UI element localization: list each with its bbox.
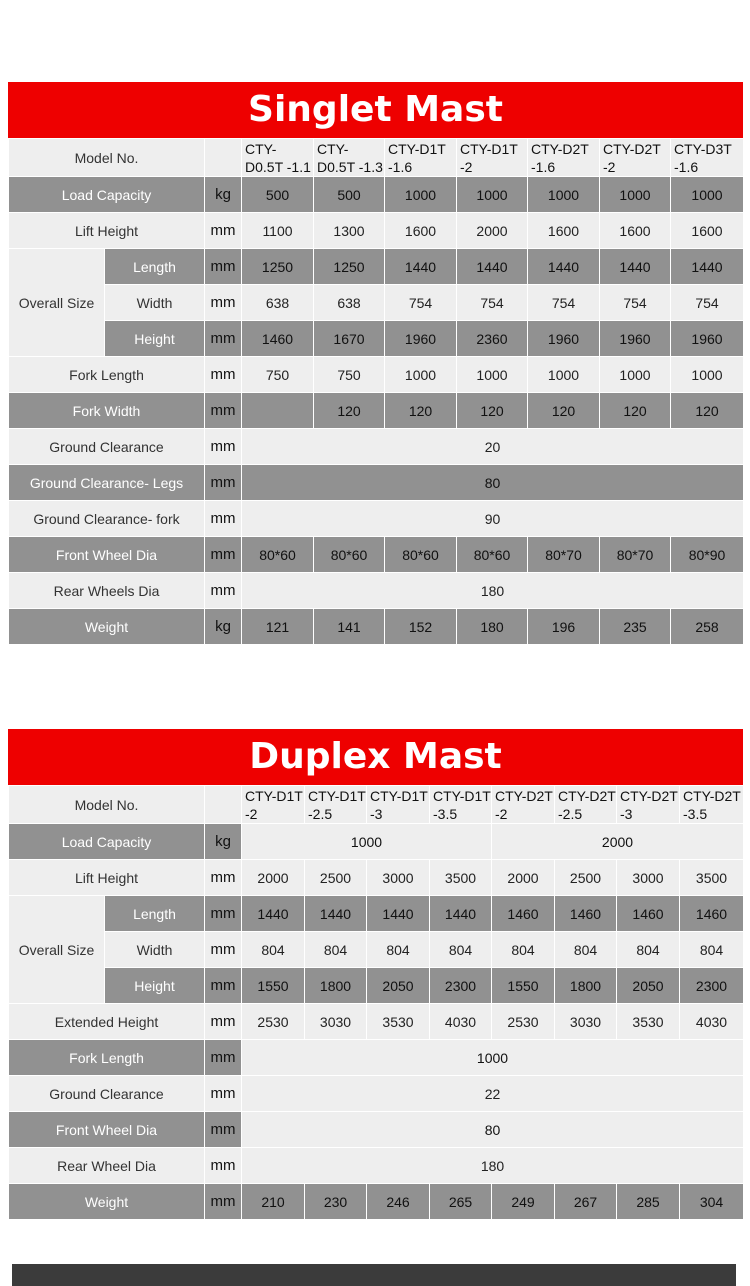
table-row [9, 1148, 744, 1184]
value-cell: 3030 [555, 1004, 617, 1040]
singlet-mast-spec-table [8, 138, 744, 645]
value-cell: 249 [492, 1184, 555, 1220]
table-row [9, 1040, 744, 1076]
value-cell: 80*60 [242, 537, 314, 573]
model-cell: CTY-D2T -2 [492, 786, 555, 824]
value-cell: 2050 [617, 968, 680, 1004]
value-cell: 1800 [305, 968, 367, 1004]
value-cell: 80*60 [457, 537, 528, 573]
table-row [9, 1004, 744, 1040]
unit-cell: mm [205, 896, 242, 932]
value-cell: 500 [242, 177, 314, 213]
unit-cell: mm [205, 573, 242, 609]
value-cell: 754 [671, 285, 744, 321]
value-cell: 2000 [492, 860, 555, 896]
table-row [9, 932, 744, 968]
value-cell: 1960 [600, 321, 671, 357]
value-cell: 80*60 [385, 537, 457, 573]
value-cell: 2530 [492, 1004, 555, 1040]
value-cell: 754 [600, 285, 671, 321]
unit-cell: mm [205, 1148, 242, 1184]
row-label: Ground Clearance- fork [9, 501, 205, 537]
table-row [9, 429, 744, 465]
value-cell: 804 [617, 932, 680, 968]
value-cell: 1440 [305, 896, 367, 932]
row-label: Extended Height [9, 1004, 205, 1040]
table-row [9, 896, 744, 932]
value-cell: 804 [492, 932, 555, 968]
value-cell: 1000 [671, 357, 744, 393]
value-cell: 20 [242, 429, 744, 465]
table-row [9, 786, 744, 824]
value-cell: 750 [314, 357, 385, 393]
value-cell: 1440 [600, 249, 671, 285]
unit-cell: mm [205, 357, 242, 393]
table-row [9, 824, 744, 860]
value-cell: 1460 [617, 896, 680, 932]
value-cell: 120 [457, 393, 528, 429]
value-cell: 1440 [457, 249, 528, 285]
value-cell: 1600 [600, 213, 671, 249]
value-cell: 1000 [385, 177, 457, 213]
value-cell: 141 [314, 609, 385, 645]
row-label: Fork Length [9, 1040, 205, 1076]
table-row [9, 357, 744, 393]
value-cell: 22 [242, 1076, 744, 1112]
unit-cell: mm [205, 968, 242, 1004]
value-cell: 1600 [528, 213, 600, 249]
value-cell: 80 [242, 1112, 744, 1148]
model-cell: CTY-D1T -2.5 [305, 786, 367, 824]
value-cell: 120 [671, 393, 744, 429]
table-row [9, 537, 744, 573]
value-cell: 267 [555, 1184, 617, 1220]
model-cell: CTY-D1T -2 [457, 139, 528, 177]
table-row [9, 177, 744, 213]
unit-cell: mm [205, 285, 242, 321]
value-cell: 180 [242, 573, 744, 609]
value-cell: 120 [385, 393, 457, 429]
value-cell: 1550 [242, 968, 305, 1004]
value-cell: 90 [242, 501, 744, 537]
value-cell: 754 [528, 285, 600, 321]
model-cell: CTY-D1T -3.5 [430, 786, 492, 824]
value-cell: 196 [528, 609, 600, 645]
unit-cell: mm [205, 1040, 242, 1076]
value-cell: 1460 [680, 896, 744, 932]
value-cell: 638 [242, 285, 314, 321]
row-label: Lift Height [9, 860, 205, 896]
row-label: Weight [9, 609, 205, 645]
model-cell: CTY-D1T -3 [367, 786, 430, 824]
unit-cell: kg [205, 177, 242, 213]
value-cell: 2360 [457, 321, 528, 357]
value-cell: 1960 [385, 321, 457, 357]
model-cell: CTY-D0.5T -1.1 [242, 139, 314, 177]
value-cell: 1440 [367, 896, 430, 932]
value-cell: 754 [385, 285, 457, 321]
model-cell: CTY-D2T -1.6 [528, 139, 600, 177]
value-cell: 750 [242, 357, 314, 393]
value-cell: 120 [600, 393, 671, 429]
value-cell: 285 [617, 1184, 680, 1220]
value-cell: 1250 [242, 249, 314, 285]
value-cell: 500 [314, 177, 385, 213]
value-cell: 4030 [680, 1004, 744, 1040]
row-label: Width [105, 932, 205, 968]
table-row [9, 573, 744, 609]
value-cell: 3530 [617, 1004, 680, 1040]
unit-cell: kg [205, 609, 242, 645]
value-cell: 1550 [492, 968, 555, 1004]
value-cell: 804 [430, 932, 492, 968]
value-cell: 3000 [367, 860, 430, 896]
value-cell: 121 [242, 609, 314, 645]
footer-bar [12, 1264, 736, 1286]
value-cell: 265 [430, 1184, 492, 1220]
model-cell: CTY-D2T -3 [617, 786, 680, 824]
value-cell: 304 [680, 1184, 744, 1220]
value-cell: 1000 [600, 177, 671, 213]
value-cell: 1460 [492, 896, 555, 932]
value-cell: 1000 [528, 177, 600, 213]
value-cell: 2500 [555, 860, 617, 896]
model-cell: CTY-D3T -1.6 [671, 139, 744, 177]
table-row [9, 213, 744, 249]
value-cell: 152 [385, 609, 457, 645]
model-cell: CTY-D1T -1.6 [385, 139, 457, 177]
value-cell: 1960 [671, 321, 744, 357]
row-label: Weight [9, 1184, 205, 1220]
duplex-mast-spec-table [8, 785, 744, 1220]
value-cell: 754 [457, 285, 528, 321]
value-cell: 2000 [457, 213, 528, 249]
table-row [9, 321, 744, 357]
row-label: Lift Height [9, 213, 205, 249]
row-label: Width [105, 285, 205, 321]
value-cell: 258 [671, 609, 744, 645]
value-cell: 120 [528, 393, 600, 429]
unit-cell: mm [205, 465, 242, 501]
value-cell: 1600 [385, 213, 457, 249]
model-cell: CTY-D2T -3.5 [680, 786, 744, 824]
value-cell: 804 [367, 932, 430, 968]
value-cell: 2300 [680, 968, 744, 1004]
unit-cell: mm [205, 1076, 242, 1112]
value-cell: 1440 [528, 249, 600, 285]
value-cell: 1600 [671, 213, 744, 249]
row-label: Height [105, 321, 205, 357]
value-cell: 80*70 [528, 537, 600, 573]
row-label: Length [105, 249, 205, 285]
model-cell: CTY-D2T -2 [600, 139, 671, 177]
unit-cell: mm [205, 1184, 242, 1220]
value-cell: 230 [305, 1184, 367, 1220]
row-label: Ground Clearance- Legs [9, 465, 205, 501]
table-row [9, 465, 744, 501]
value-cell: 1300 [314, 213, 385, 249]
unit-cell [205, 786, 242, 824]
unit-cell [205, 139, 242, 177]
table-row [9, 249, 744, 285]
value-cell: 1440 [671, 249, 744, 285]
value-cell: 1000 [457, 177, 528, 213]
value-cell: 3500 [680, 860, 744, 896]
row-label: Front Wheel Dia [9, 537, 205, 573]
value-cell: 804 [555, 932, 617, 968]
value-cell: 1000 [457, 357, 528, 393]
table-row [9, 501, 744, 537]
model-cell: CTY-D2T -2.5 [555, 786, 617, 824]
row-label: Rear Wheel Dia [9, 1148, 205, 1184]
value-cell: 2530 [242, 1004, 305, 1040]
value-cell: 3000 [617, 860, 680, 896]
value-cell: 180 [457, 609, 528, 645]
value-cell: 1440 [242, 896, 305, 932]
unit-cell: mm [205, 249, 242, 285]
value-cell: 1000 [671, 177, 744, 213]
row-label: Fork Width [9, 393, 205, 429]
value-cell: 2000 [242, 860, 305, 896]
value-cell: 80*60 [314, 537, 385, 573]
unit-cell: kg [205, 824, 242, 860]
value-cell: 120 [314, 393, 385, 429]
duplex-mast-title: Duplex Mast [8, 729, 743, 785]
row-label: Ground Clearance [9, 429, 205, 465]
table-row [9, 1076, 744, 1112]
row-label: Fork Length [9, 357, 205, 393]
value-cell: 1800 [555, 968, 617, 1004]
overall-size-label: Overall Size [9, 249, 105, 357]
model-cell: CTY-D0.5T -1.3 [314, 139, 385, 177]
table-row [9, 285, 744, 321]
table-row [9, 139, 744, 177]
value-cell: 210 [242, 1184, 305, 1220]
value-cell: 1250 [314, 249, 385, 285]
value-cell: 1460 [242, 321, 314, 357]
row-label: Ground Clearance [9, 1076, 205, 1112]
value-cell: 80*90 [671, 537, 744, 573]
value-cell: 3030 [305, 1004, 367, 1040]
unit-cell: mm [205, 1112, 242, 1148]
value-cell: 638 [314, 285, 385, 321]
value-cell: 804 [680, 932, 744, 968]
unit-cell: mm [205, 501, 242, 537]
row-label: Load Capacity [9, 824, 205, 860]
row-label: Load Capacity [9, 177, 205, 213]
row-label: Length [105, 896, 205, 932]
row-label: Rear Wheels Dia [9, 573, 205, 609]
value-cell: 246 [367, 1184, 430, 1220]
value-cell: 1440 [385, 249, 457, 285]
value-cell [242, 393, 314, 429]
value-cell: 235 [600, 609, 671, 645]
value-cell: 4030 [430, 1004, 492, 1040]
unit-cell: mm [205, 429, 242, 465]
value-cell: 1670 [314, 321, 385, 357]
model-no-label: Model No. [9, 786, 205, 824]
value-cell: 2500 [305, 860, 367, 896]
value-cell: 1000 [242, 1040, 744, 1076]
row-label: Front Wheel Dia [9, 1112, 205, 1148]
row-label: Height [105, 968, 205, 1004]
unit-cell: mm [205, 537, 242, 573]
table-row [9, 393, 744, 429]
value-cell: 80*70 [600, 537, 671, 573]
value-cell: 1460 [555, 896, 617, 932]
value-cell: 2300 [430, 968, 492, 1004]
value-cell: 1100 [242, 213, 314, 249]
value-cell: 1000 [528, 357, 600, 393]
value-cell: 1000 [600, 357, 671, 393]
overall-size-label: Overall Size [9, 896, 105, 1004]
model-cell: CTY-D1T -2 [242, 786, 305, 824]
unit-cell: mm [205, 860, 242, 896]
unit-cell: mm [205, 213, 242, 249]
unit-cell: mm [205, 1004, 242, 1040]
unit-cell: mm [205, 393, 242, 429]
value-cell: 1000 [385, 357, 457, 393]
unit-cell: mm [205, 321, 242, 357]
value-cell: 1960 [528, 321, 600, 357]
value-cell: 1440 [430, 896, 492, 932]
table-row [9, 609, 744, 645]
table-row [9, 860, 744, 896]
value-cell: 2000 [492, 824, 744, 860]
table-row [9, 1184, 744, 1220]
value-cell: 804 [305, 932, 367, 968]
singlet-mast-section [8, 82, 743, 645]
value-cell: 1000 [242, 824, 492, 860]
value-cell: 2050 [367, 968, 430, 1004]
value-cell: 80 [242, 465, 744, 501]
duplex-mast-section [8, 729, 743, 1220]
value-cell: 3500 [430, 860, 492, 896]
singlet-mast-title: Singlet Mast [8, 82, 743, 138]
model-no-label: Model No. [9, 139, 205, 177]
value-cell: 804 [242, 932, 305, 968]
unit-cell: mm [205, 932, 242, 968]
value-cell: 180 [242, 1148, 744, 1184]
value-cell: 3530 [367, 1004, 430, 1040]
table-row [9, 1112, 744, 1148]
table-row [9, 968, 744, 1004]
